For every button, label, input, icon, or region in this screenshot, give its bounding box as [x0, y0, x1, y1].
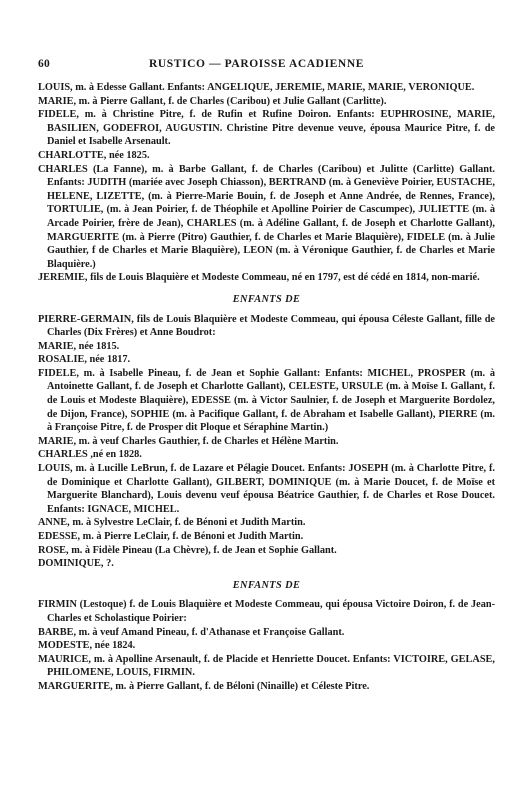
page-number: 60: [38, 58, 50, 70]
genealogy-block-pierre-germain-children: [38, 313, 495, 571]
genealogy-entry: ROSALIE, née 1817.: [38, 354, 131, 366]
genealogy-entry: MAURICE, m. à Apolline Arsenault, f. de Placide et Henriette Doucet. Enfants: VICTOIRE, GELASE, PHILOMENE, LOUIS, FIRMIN.: [38, 653, 495, 679]
genealogy-entry: LOUIS, m. à Lucille LeBrun, f. de Lazare et Pélagie Doucet. Enfants: JOSEPH (m. à Charlotte Pitre, f. de Dominique et Charlotte Gallant), GILBERT, DOMINIQUE (m. à Marie Doucet, f. de Moïse et Marguerite Blanchard), Louis devenu veuf épousa Béatrice Gauthier, f. de Charles et Rose Doucet. Enfants: IGNACE, MICHEL.: [38, 463, 495, 515]
genealogy-entry: JEREMIE, fils de Louis Blaquière et Modeste Commeau, né en 1797, est dé cédé en 1814, non-marié.: [38, 272, 480, 284]
genealogy-entry: CHARLES (La Fanne), m. à Barbe Gallant, f. de Charles (Caribou) et Julitte (Carlitte) Gallant. Enfants: JUDITH (mariée avec Joseph Chiasson), BERTRAND (m. à Geneviève Poirier, EUSTACHE, HELENE, LIZETTE, (m. à Pierre-Marie Bouin, f. de Joseph et Anne Andrée, de Rennes, France), TORTULIE, (m. à Jean Poirier, f. de Théophile et Apolline Poirier de Cascumpec), JULIETTE (m. à Arcade Poirier, frère de Jean), CHARLES (m. à Adéline Gallant, f. de Joseph et Charlotte Gallant), MARGUERITE (m. à Pierre (Pitro) Gauthier, f. de Charles et Marie Blaquière), FIDELE (m. à Julie Gauthier, f de Charles et Marie Blaquière), LEON (m. à Véronique Gauthier, f. de Charles et Marie Blaquière.): [38, 163, 495, 270]
genealogy-entry: FIRMIN (Lestoque) f. de Louis Blaquière et Modeste Commeau, qui épousa Victoire Doiron, f. de Jean-Charles et Scholastique Poirier:: [38, 599, 495, 624]
genealogy-entry: PIERRE-GERMAIN, fils de Louis Blaquière et Modeste Commeau, qui épousa Céleste Gallant, fille de Charles (Dix Frères) et Anne Boudrot:: [38, 313, 495, 339]
section-heading-firmin: ENFANTS DE: [232, 579, 301, 591]
genealogy-block-firmin-children: [38, 598, 495, 693]
genealogy-entry: BARBE, m. à veuf Amand Pineau, f. d'Athanase et Françoise Gallant.: [38, 626, 345, 638]
genealogy-entry: MARIE, née 1815.: [38, 340, 120, 352]
genealogy-entry: MARIE, m. à Pierre Gallant, f. de Charles (Caribou) et Julie Gallant (Carlitte).: [38, 95, 387, 107]
genealogy-entry: LOUIS, m. à Edesse Gallant. Enfants: ANGELIQUE, JEREMIE, MARIE, MARIE, VERONIQUE.: [38, 82, 475, 93]
genealogy-entry: FIDELE, m. à Christine Pitre, f. de Rufin et Rufine Doiron. Enfants: EUPHROSINE, MARIE, BASILIEN, GODEFROI, AUGUSTIN. Christine Pitre devenue veuve, épousa Maurice Pitre, f. de Daniel et Isabelle Arsenault.: [38, 109, 495, 148]
section-heading-pierre-germain: ENFANTS DE: [232, 293, 301, 305]
page-content: [38, 81, 495, 694]
genealogy-entry: FIDELE, m. à Isabelle Pineau, f. de Jean et Sophie Gallant: Enfants: MICHEL, PROSPER (m. à Antoinette Gallant, f. de Joseph et Charlotte Gallant), CELESTE, URSULE (m. à Moïse I. Gallant, f. de Louis et Modeste Blaquière), EDESSE (m. à Victor Saulnier, f. de Joseph et Marguerite Bordolez, de Dijon, France), SOPHIE (m. à Pacifique Gallant, f. de Abraham et Isabelle Gallant), PIERRE (m. à Françoise Pitre, f. de Prosper dit Ploque et Séraphine Martin.): [38, 367, 495, 434]
genealogy-entry: CHARLES ,né en 1828.: [38, 449, 142, 461]
genealogy-entry: MODESTE, née 1824.: [38, 640, 136, 652]
genealogy-block-louis-children: [38, 81, 495, 285]
genealogy-entry: MARIE, m. à veuf Charles Gauthier, f. de Charles et Hélène Martin.: [38, 435, 339, 447]
genealogy-entry: EDESSE, m. à Pierre LeClair, f. de Bénoni et Judith Martin.: [38, 531, 304, 542]
genealogy-entry: ROSE, m. à Fidèle Pineau (La Chèvre), f. de Jean et Sophie Gallant.: [38, 544, 337, 556]
genealogy-entry: CHARLOTTE, née 1825.: [38, 149, 150, 161]
genealogy-entry: ANNE, m. à Sylvestre LeClair, f. de Bénoni et Judith Martin.: [38, 517, 306, 529]
page-header: [38, 58, 495, 70]
genealogy-entry: DOMINIQUE, ?.: [38, 558, 114, 570]
running-title: RUSTICO — PAROISSE ACADIENNE: [149, 58, 365, 70]
genealogy-entry: MARGUERITE, m. à Pierre Gallant, f. de Béloni (Ninaille) et Céleste Pitre.: [38, 680, 370, 692]
